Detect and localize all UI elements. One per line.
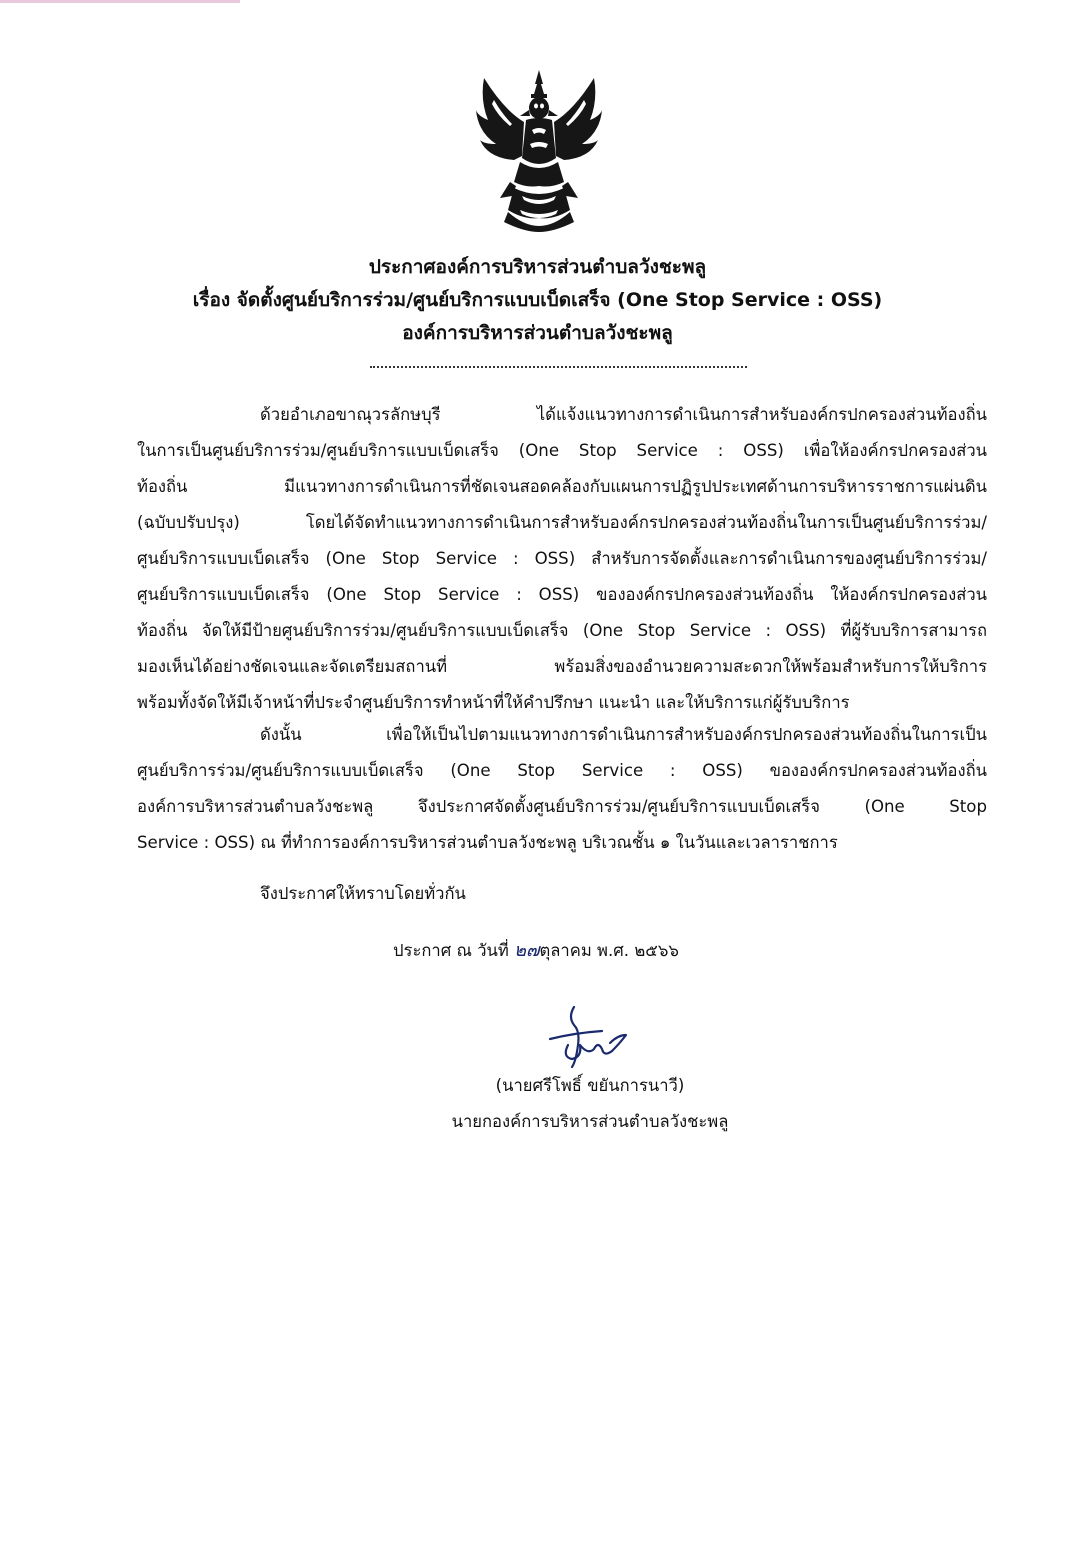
paragraph-line: ด้วยอำเภอขาณุวรลักษบุรี ได้แจ้งแนวทางการดำเนินการสำหรับองค์กรปกครองส่วนท้องถิ่น [260, 405, 987, 424]
paragraph-line: องค์การบริหารส่วนตำบลวังชะพลู จึงประกาศจัดตั้งศูนย์บริการร่วม/ศูนย์บริการแบบเบ็ดเสร็จ (One Stop [137, 797, 987, 816]
announcement-date [393, 935, 679, 964]
body-paragraph-2 [137, 717, 987, 861]
scan-edge-mark [0, 0, 240, 3]
paragraph-line: ท้องถิ่น มีแนวทางการดำเนินการที่ชัดเจนสอดคล้องกับแผนการปฏิรูปประเทศด้านการบริหารราชการแผ่นดิน [137, 477, 987, 496]
paragraph-line: ศูนย์บริการร่วม/ศูนย์บริการแบบเบ็ดเสร็จ (One Stop Service : OSS) ขององค์กรปกครองส่วนท้องถิ่น [137, 761, 987, 780]
announcement-heading: ประกาศองค์การบริหารส่วนตำบลวังชะพลู [368, 256, 707, 278]
paragraph-line: ศูนย์บริการแบบเบ็ดเสร็จ (One Stop Service : OSS) ขององค์กรปกครองส่วนท้องถิ่น ให้องค์กรปกครองส่วน [137, 585, 987, 604]
signatory-name: (นายศรีโพธิ์ ขยันการนาวี) [495, 1076, 685, 1095]
handwritten-signature [544, 1005, 628, 1069]
garuda-emblem-icon [474, 70, 604, 232]
subject-line: เรื่อง จัดตั้งศูนย์บริการร่วม/ศูนย์บริการแบบเบ็ดเสร็จ (One Stop Service : OSS) [192, 289, 883, 311]
dotted-divider [370, 366, 747, 368]
paragraph-line: ศูนย์บริการแบบเบ็ดเสร็จ (One Stop Service : OSS) สำหรับการจัดตั้งและการดำเนินการของศูนย์บริการร่วม/ [137, 549, 987, 568]
paragraph-line: (ฉบับปรับปรุง) โดยได้จัดทำแนวทางการดำเนินการสำหรับองค์กรปกครองส่วนท้องถิ่นในการเป็นศูนย์บริการร่วม/ [137, 513, 987, 532]
paragraph-line: ในการเป็นศูนย์บริการร่วม/ศูนย์บริการแบบเบ็ดเสร็จ (One Stop Service : OSS) เพื่อให้องค์กรปกครองส่วน [137, 441, 987, 460]
paragraph-line: ท้องถิ่น จัดให้มีป้ายศูนย์บริการร่วม/ศูนย์บริการแบบเบ็ดเสร็จ (One Stop Service : OSS) ที่ผู้รับบริการสามารถ [137, 621, 987, 640]
date-prefix: ประกาศ ณ วันที่ [393, 941, 515, 960]
date-month-year: ตุลาคม พ.ศ. ๒๕๖๖ [539, 941, 679, 960]
signatory-title: นายกองค์การบริหารส่วนตำบลวังชะพลู [451, 1112, 729, 1131]
paragraph-line: พร้อมทั้งจัดให้มีเจ้าหน้าที่ประจำศูนย์บริการทำหน้าที่ให้คำปรึกษา แนะนำ และให้บริการแก่ผู้รับบริการ [137, 693, 850, 712]
paragraph-line: Service : OSS) ณ ที่ทำการองค์การบริหารส่วนตำบลวังชะพลู บริเวณชั้น ๑ ในวันและเวลาราชการ [137, 833, 838, 852]
organization-name: องค์การบริหารส่วนตำบลวังชะพลู [402, 322, 673, 344]
paragraph-line: มองเห็นได้อย่างชัดเจนและจัดเตรียมสถานที่ พร้อมสิ่งของอำนวยความสะดวกให้พร้อมสำหรับการให้บริการ [137, 657, 987, 676]
date-day: ๒๗ [514, 940, 540, 961]
body-paragraph-1 [137, 397, 987, 721]
closing-statement: จึงประกาศให้ทราบโดยทั่วกัน [260, 884, 466, 903]
paragraph-line: ดังนั้น เพื่อให้เป็นไปตามแนวทางการดำเนินการสำหรับองค์กรปกครองส่วนท้องถิ่นในการเป็น [260, 725, 987, 744]
